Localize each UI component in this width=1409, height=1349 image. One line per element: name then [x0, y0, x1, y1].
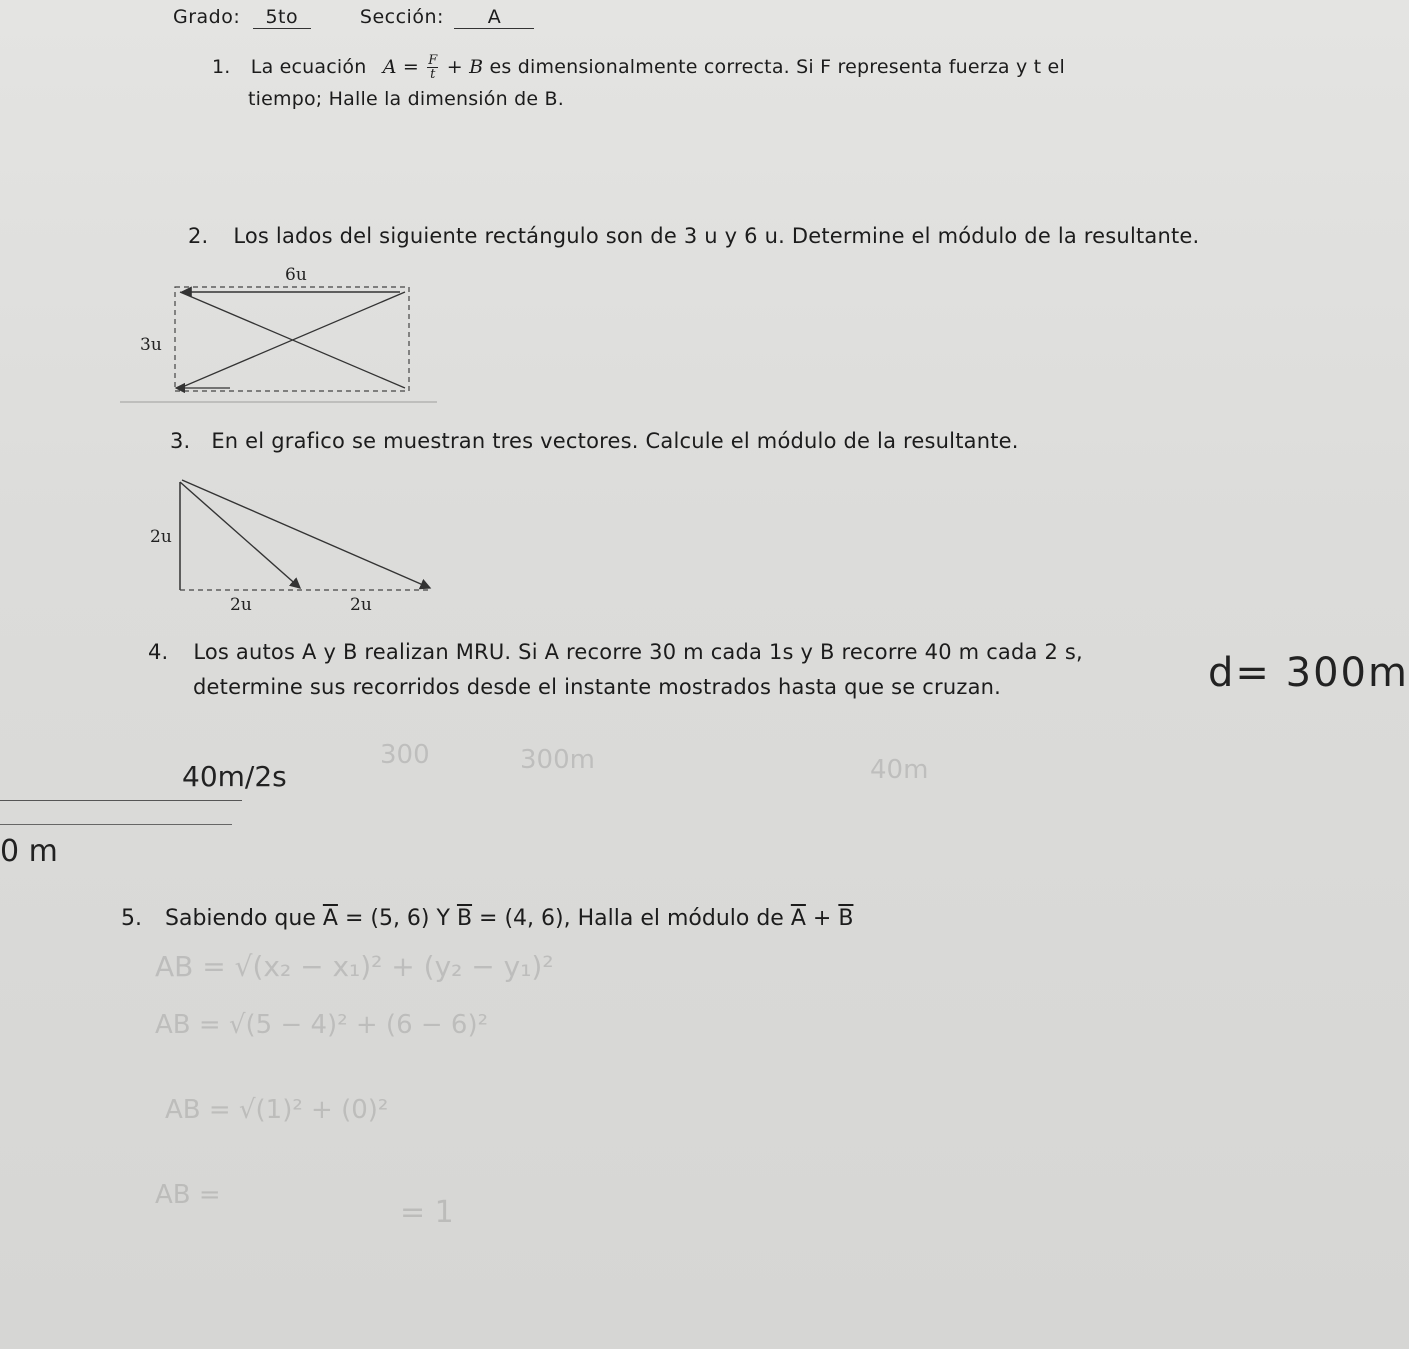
q5-text-pre: Sabiendo que [165, 906, 316, 931]
q1-line2: tiempo; Halle la dimensión de B. [248, 88, 564, 110]
label-vertical-2u: 2u [150, 527, 172, 547]
handwritten-line-2 [0, 824, 232, 825]
seccion-label: Sección: [359, 6, 444, 28]
label-base-left-2u: 2u [230, 595, 252, 615]
question-3 [170, 429, 1019, 453]
erased-marks-2: 300m [520, 745, 595, 775]
handwritten-om: 0 m [0, 834, 58, 869]
question-1 [212, 54, 1065, 81]
vector-diagonal-short [180, 482, 300, 588]
grado-label: Grado: [173, 6, 241, 28]
header [173, 6, 534, 29]
grado-value: 5to [253, 6, 311, 29]
question-2 [188, 224, 1199, 248]
rectangle-figure [0, 260, 440, 410]
q1-text-pre: La ecuación [250, 56, 367, 78]
q5-vec-b-val: = (4, 6), Halla el módulo de [479, 906, 784, 931]
erased-marks-3: 40m [870, 755, 929, 785]
q1-eq-rhs: + B [446, 56, 484, 78]
label-base-right-2u: 2u [350, 595, 372, 615]
q1-frac-num: F [428, 53, 438, 68]
q3-text: En el grafico se muestran tres vectores. Calcule el módulo de la resultante. [211, 429, 1019, 453]
seccion-value: A [454, 6, 534, 29]
q2-number: 2. [188, 224, 209, 248]
erased-work-1: AB = √(x₂ − x₁)² + (y₂ − y₁)² [155, 950, 554, 983]
vector-diagonal-long [182, 480, 430, 588]
handwritten-distance: d= 300m [1208, 650, 1409, 696]
q4-line2: determine sus recorridos desde el instante mostrados hasta que se cruzan. [193, 675, 1002, 699]
erased-marks-1: 300 [380, 740, 430, 770]
question-4 [148, 640, 1083, 664]
q1-text-post: es dimensionalmente correcta. Si F representa fuerza y t el [489, 56, 1065, 78]
erased-work-5: = 1 [400, 1195, 454, 1230]
q4-number: 4. [148, 640, 169, 664]
erased-work-2: AB = √(5 − 4)² + (6 − 6)² [155, 1010, 489, 1040]
label-3u: 3u [140, 335, 162, 355]
q1-frac-den: t [430, 67, 436, 82]
question-5 [121, 906, 873, 931]
q1-number: 1. [212, 56, 231, 78]
q2-text: Los lados del siguiente rectángulo son de 3 u y 6 u. Determine el módulo de la resultante. [233, 224, 1200, 248]
erased-work-3: AB = √(1)² + (0)² [165, 1095, 389, 1125]
handwritten-line-1 [0, 800, 242, 801]
q5-vec-b: $\overline{B}$ [456, 906, 473, 931]
q5-vec-a-val: = (5, 6) Y [344, 906, 450, 931]
q1-fraction [427, 54, 438, 81]
q1-eq-lhs: A = [382, 56, 419, 78]
q5-number: 5. [121, 906, 142, 931]
vectors-figure [0, 470, 460, 620]
q5-vec-a: $\overline{A}$ [322, 906, 338, 931]
label-6u: 6u [285, 265, 307, 285]
q5-sum-plus: + [812, 906, 832, 931]
erased-work-4: AB = [155, 1180, 221, 1210]
q3-number: 3. [170, 429, 191, 453]
q4-line1: Los autos A y B realizan MRU. Si A recorre 30 m cada 1s y B recorre 40 m cada 2 s, [193, 640, 1083, 664]
q5-sum-b: $\overline{B}$ [838, 906, 854, 931]
q5-sum-a: $\overline{A}$ [790, 906, 806, 931]
handwritten-speed: 40m/2s [182, 760, 287, 793]
